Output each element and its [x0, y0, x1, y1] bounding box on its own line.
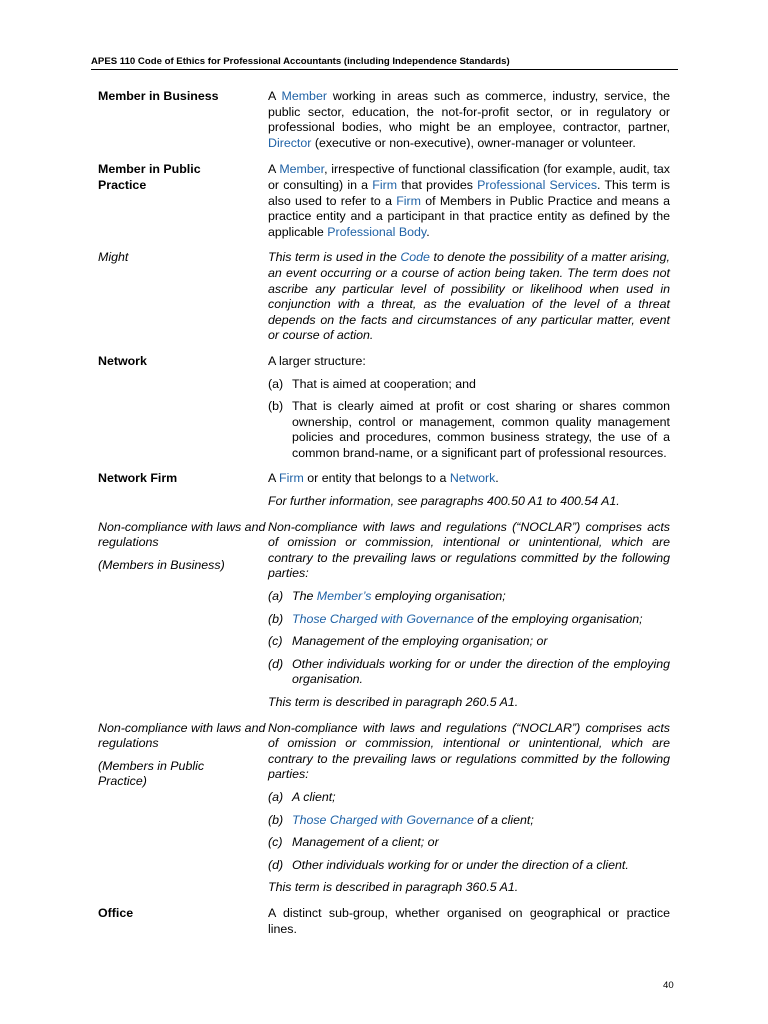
- link-code[interactable]: Code: [400, 250, 430, 265]
- list-item: (b) That is clearly aimed at profit or cost sharing or shares common ownership, control or management, common quality management policies and procedures, common business strategy, the use of a common brand-name, or a significant part of professional resources.: [268, 399, 670, 460]
- definition-note: This term is described in paragraph 360.5 A1.: [268, 880, 519, 895]
- link-those-charged-with-governance[interactable]: Those Charged with Governance: [292, 812, 474, 827]
- entry-network: [98, 354, 670, 462]
- list-item: (c) Management of the employing organisation; or: [268, 634, 548, 649]
- link-member[interactable]: Member: [279, 162, 325, 177]
- definition: A Member working in areas such as commerce, industry, service, the public sector, education, the not-for-profit sector, or in regulatory or professional bodies, who might be an employee, contractor, partner, Director (executive or non-executive), owner-manager or volunteer.: [268, 89, 670, 150]
- definition-intro: Non-compliance with laws and regulations (“NOCLAR”) comprises acts of omission or commission, intentional or unintentional, which are contrary to the prevailing laws or regulations committed by the following parties:: [268, 720, 670, 782]
- definition: A Firm or entity that belongs to a Network.: [268, 471, 499, 486]
- list-item: (a) That is aimed at cooperation; and: [268, 376, 476, 391]
- entry-noclar-public-practice: [98, 721, 670, 896]
- entry-member-in-public-practice: [98, 162, 670, 240]
- term-label: Might: [98, 250, 129, 265]
- list-item: (b) Those Charged with Governance of a client;: [268, 812, 534, 827]
- list-item: (b) Those Charged with Governance of the employing organisation;: [268, 611, 643, 626]
- term-label: Member in Public Practice: [98, 162, 201, 192]
- term-label: Member in Business: [98, 89, 219, 103]
- link-network[interactable]: Network: [449, 471, 496, 486]
- definition: A Member, irrespective of functional classification (for example, audit, tax or consulting) in a Firm that provides Professional Services. This term is also used to refer to a Firm of Members in Public Practice and means a practice entity and a participant in that practice entity as defined by the applicable Professional Body.: [268, 162, 670, 239]
- list-item: (a) A client;: [268, 789, 336, 804]
- definition-intro: A larger structure:: [268, 353, 366, 368]
- page-number: 40: [663, 980, 674, 991]
- definition-intro: Non-compliance with laws and regulations (“NOCLAR”) comprises acts of omission or commission, intentional or unintentional, which are contrary to the prevailing laws or regulations committed by the following parties:: [268, 519, 670, 581]
- list-item: (d) Other individuals working for or under the direction of the employing organisation.: [268, 656, 670, 687]
- term-sublabel: (Members in Business): [98, 557, 225, 572]
- link-professional-body[interactable]: Professional Body: [327, 224, 427, 239]
- term-label: Network Firm: [98, 471, 178, 486]
- list-item: (a) The Member’s employing organisation;: [268, 589, 506, 604]
- list-item: (c) Management of a client; or: [268, 835, 439, 850]
- entry-office: [98, 906, 670, 937]
- link-firm[interactable]: Firm: [372, 177, 398, 192]
- list-item: (d) Other individuals working for or under the direction of a client.: [268, 857, 629, 872]
- term-label: Non-compliance with laws and regulations: [98, 519, 266, 550]
- link-firm[interactable]: Firm: [279, 471, 304, 486]
- entry-member-in-business: [98, 89, 670, 151]
- definition: This term is used in the Code to denote the possibility of a matter arising, an event occurring or a course of action being taken. The term does not ascribe any particular level of possibility or likelihood when used in conjunction with a threat, as the evaluation of the level of a threat depends on the facts and circumstances of any particular matter, event or course of action.: [268, 250, 670, 343]
- term-sublabel: (Members in Public Practice): [98, 758, 205, 789]
- running-header: APES 110 Code of Ethics for Professional Accountants (including Independence Standards): [91, 56, 678, 70]
- entry-noclar-business: [98, 520, 670, 711]
- term-label: Non-compliance with laws and regulations: [98, 720, 266, 751]
- entry-might: [98, 250, 670, 344]
- link-member[interactable]: Member: [281, 89, 327, 103]
- definition-note: This term is described in paragraph 260.5 A1.: [268, 695, 519, 709]
- glossary: [98, 89, 670, 937]
- link-those-charged-with-governance[interactable]: Those Charged with Governance: [292, 611, 474, 626]
- term-label: Network: [98, 353, 147, 368]
- link-professional-services[interactable]: Professional Services: [477, 177, 598, 192]
- link-firm[interactable]: Firm: [396, 193, 421, 208]
- term-label: Office: [98, 905, 134, 920]
- link-director[interactable]: Director: [268, 135, 312, 150]
- definition: A distinct sub-group, whether organised on geographical or practice lines.: [268, 905, 670, 936]
- definition-note: For further information, see paragraphs 400.50 A1 to 400.54 A1.: [268, 494, 620, 509]
- link-members[interactable]: Member’s: [316, 589, 372, 604]
- entry-network-firm: [98, 471, 670, 509]
